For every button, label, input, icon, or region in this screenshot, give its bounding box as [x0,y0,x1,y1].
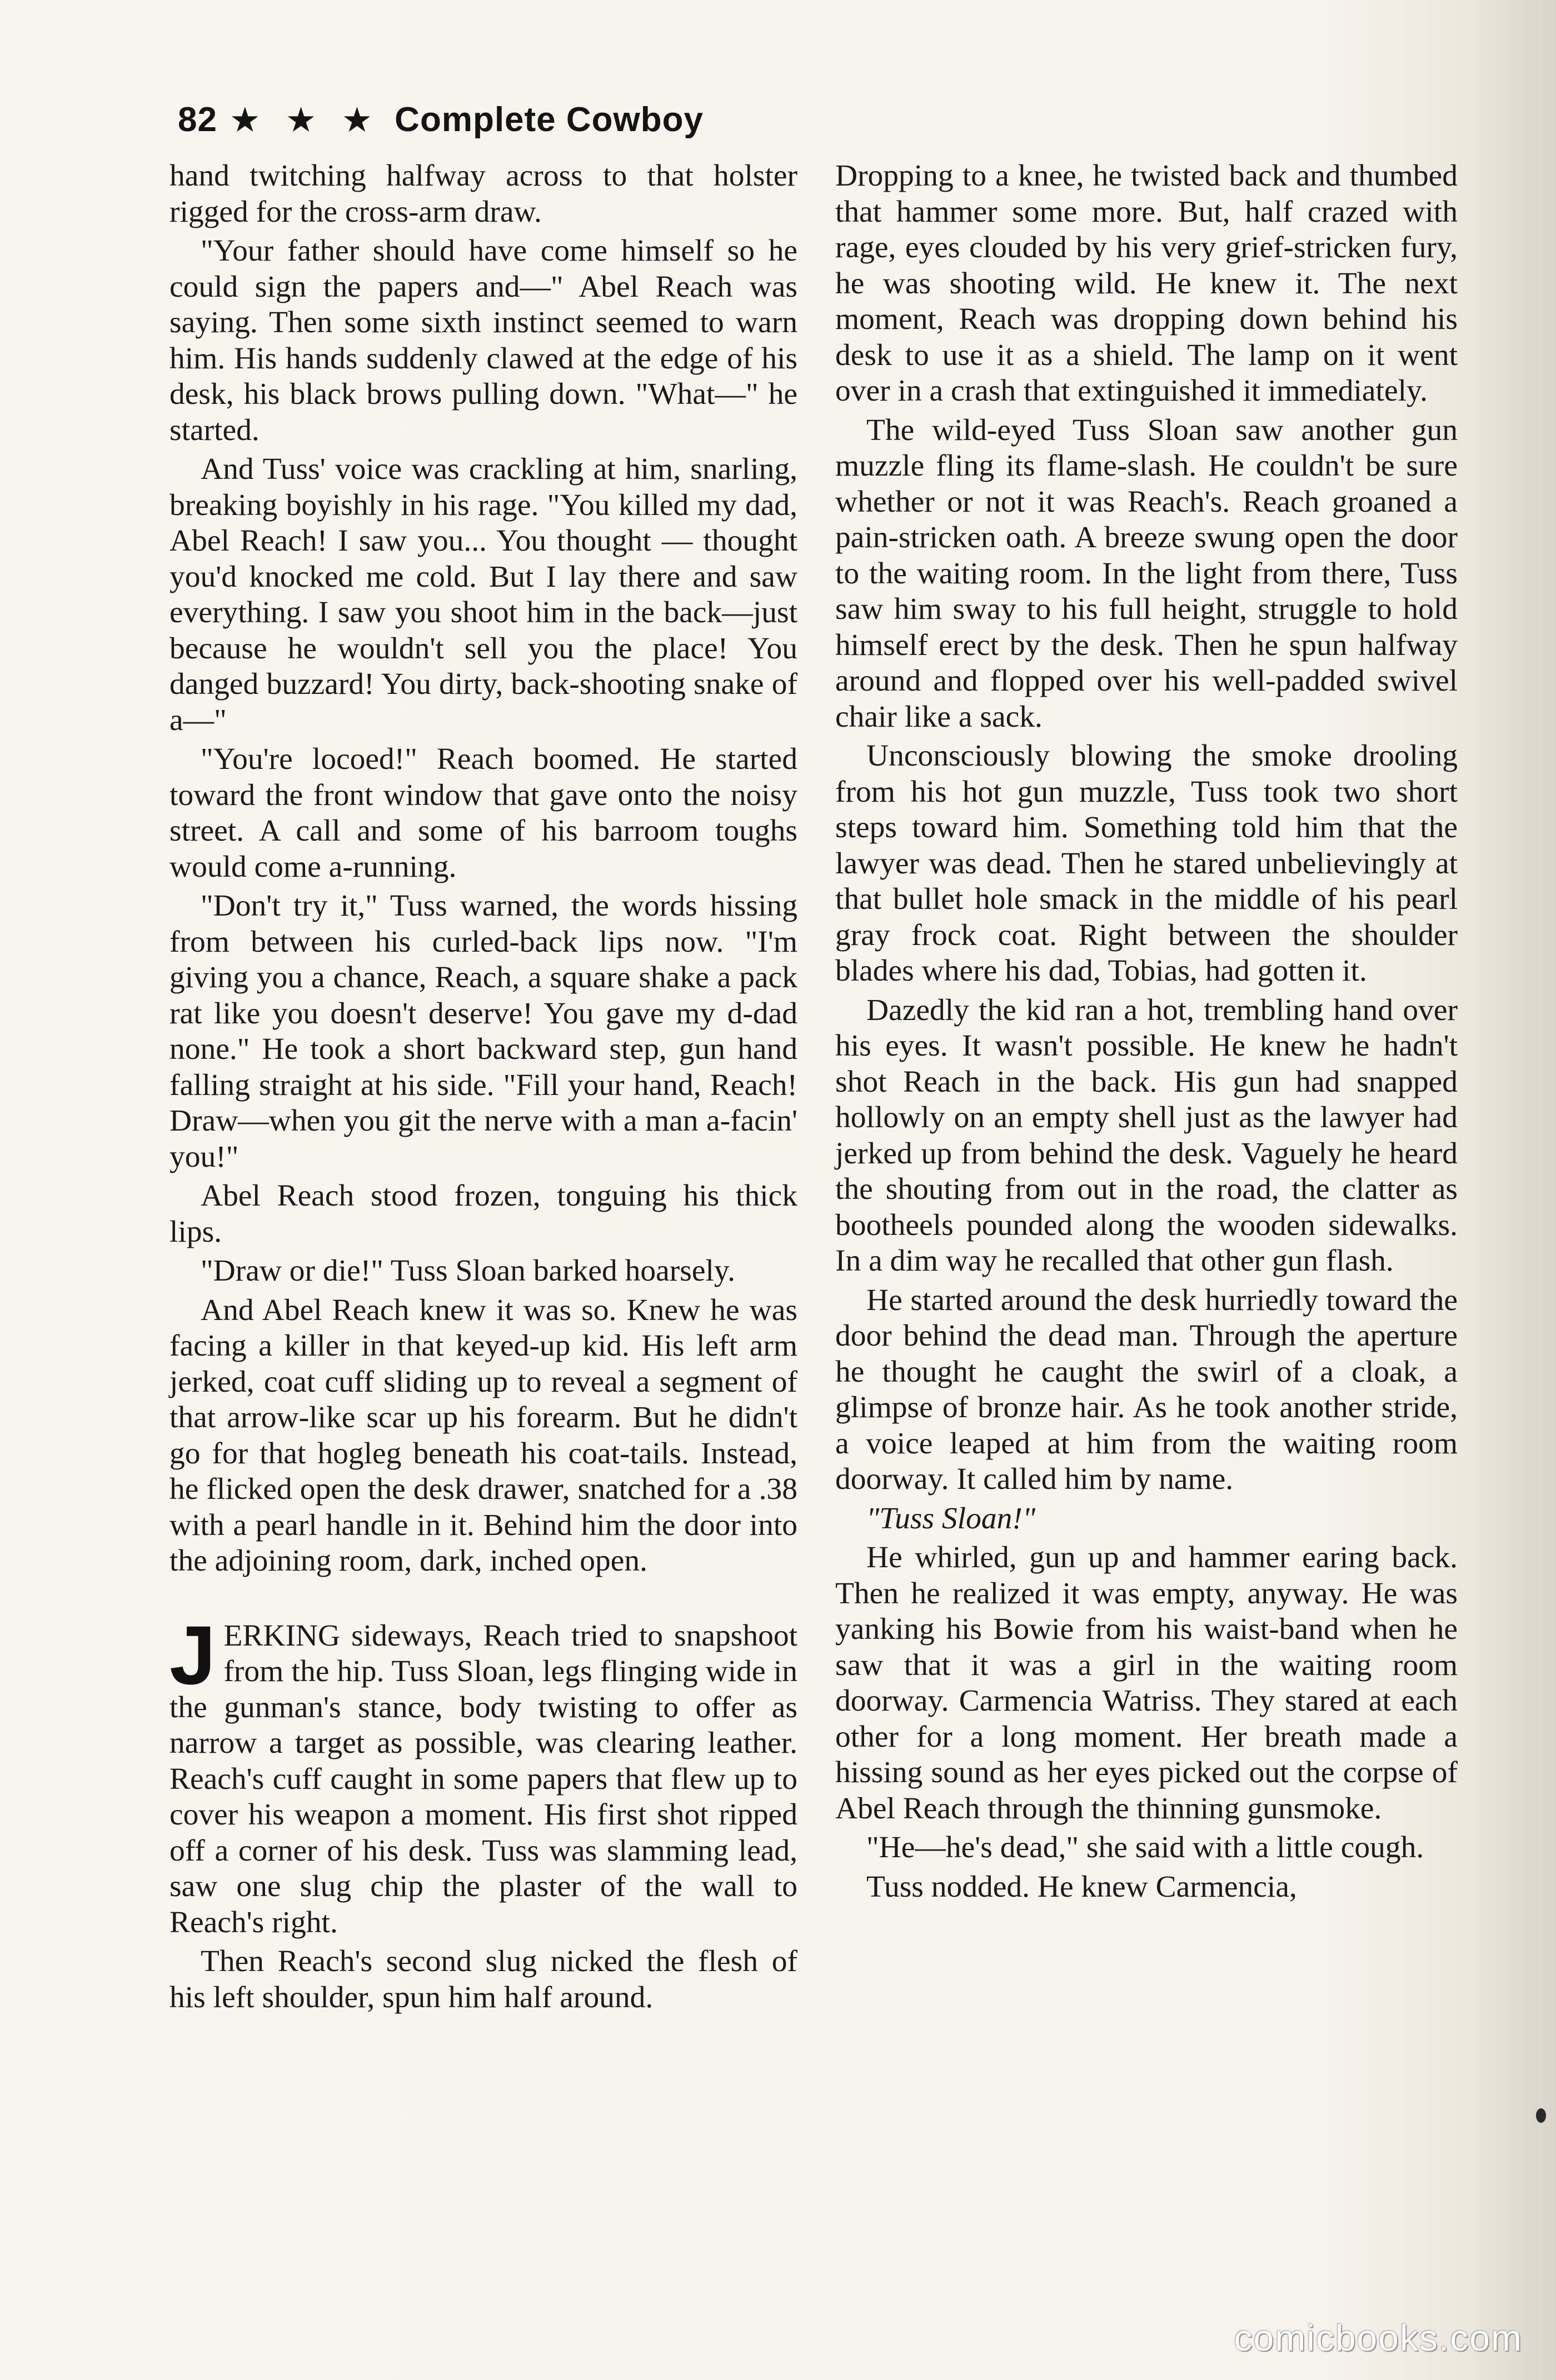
page-header [178,89,704,150]
paragraph: "Draw or die!" Tuss Sloan barked hoarsely. [201,1254,735,1288]
paragraph: "He—he's dead," she said with a little cough. [866,1831,1424,1864]
ink-speck [1536,2108,1546,2123]
paragraph: "Your father should have come himself so he could sign the papers and—" Abel Reach was saying. Then some sixth instinct seemed to warn him. His hands suddenly clawed at the edge of his desk, his black brows pulling down. "What—" he started. [169,234,797,447]
paragraph-dialogue: "Tuss Sloan!" [866,1501,1036,1536]
section-paragraph [169,1608,797,1941]
page-number: 82 [178,100,217,139]
left-column [169,158,797,2019]
drop-cap: J [169,1608,216,1702]
paragraph: hand twitching halfway across to that holster rigged for the cross-arm draw. [169,159,797,229]
star-icons: ★ ★ ★ [229,101,381,139]
paragraph: He whirled, gun up and hammer earing back. Then he realized it was empty, anyway. He was yanking his Bowie from his waist-band when he saw that it was a girl in the waiting room doorway. Carmencia Watriss. They stared at each other for a long moment. Her breath made a hissing sound as her eyes picked out the corpse of Abel Reach through the thinning gunsmoke. [835,1541,1458,1826]
paragraph: He started around the desk hurriedly toward the door behind the dead man. Through the aperture he thought he caught the swirl of a cloak, a glimpse of bronze hair. As he took another stride, a voice leaped at him from the waiting room doorway. It called him by name. [835,1283,1458,1496]
paragraph: Abel Reach stood frozen, tonguing his thick lips. [169,1179,797,1249]
paragraph: The wild-eyed Tuss Sloan saw another gun muzzle fling its flame-slash. He couldn't be sure whether or not it was Reach's. Reach groaned a pain-stricken oath. A breeze swung open the door to the waiting room. In the light from there, Tuss saw him sway to his full height, struggle to hold himself erect by the desk. Then he spun halfway around and flopped over his well-padded swivel chair like a sack. [835,413,1458,734]
paragraph: Dropping to a knee, he twisted back and thumbed that hammer some more. But, half crazed with rage, eyes clouded by his very grief-stricken fury, he was shooting wild. He knew it. The next moment, Reach was dropping down behind his desk to use it as a shield. The lamp on it went over in a crash that extinguished it immediately. [835,159,1458,408]
right-column [835,158,1458,1908]
paragraph: Then Reach's second slug nicked the flesh of his left shoulder, spun him half around. [169,1944,797,2014]
magazine-title: Complete Cowboy [395,100,704,139]
paragraph: "You're locoed!" Reach boomed. He started toward the front window that gave onto the noisy street. A call and some of his barroom toughs would come a-running. [169,742,797,884]
paragraph: And Tuss' voice was crackling at him, snarling, breaking boyishly in his rage. "You killed my dad, Abel Reach! I saw you... You thought — thought you'd knocked me cold. But I lay there and saw everything. I saw you shoot him in the back—just because he wouldn't sell you the place! You danged buzzard! You dirty, back-shooting snake of a—" [169,452,797,737]
paragraph-text: ERKING sideways, Reach tried to snapshoot from the hip. Tuss Sloan, legs flinging wide in the gunman's stance, body twisting to offer as narrow a target as possible, was clearing leather. Reach's cuff caught in some papers that flew up to cover his weapon a moment. His first shot ripped off a corner of his desk. Tuss was slamming lead, saw one slug chip the plaster of the wall to Reach's right. [169,1618,797,1939]
paragraph: Unconsciously blowing the smoke drooling from his hot gun muzzle, Tuss took two short steps toward him. Something told him that the lawyer was dead. Then he stared unbelievingly at that bullet hole smack in the middle of his pearl gray frock coat. Right between the shoulder blades where his dad, Tobias, had gotten it. [835,739,1458,988]
paragraph: "Don't try it," Tuss warned, the words hissing from between his curled-back lips now. "I'm giving you a chance, Reach, a square shake a pack rat like you doesn't deserve! You gave my d-dad none." He took a short backward step, gun hand falling straight at his side. "Fill your hand, Reach! Draw—when you git the nerve with a man a-facin' you!" [169,889,797,1174]
site-watermark: comicbooks.com [1234,2317,1523,2358]
paragraph: And Abel Reach knew it was so. Knew he was facing a killer in that keyed-up kid. His left arm jerked, coat cuff sliding up to reveal a segment of that arrow-like scar up his forearm. But he didn't go for that hogleg beneath his coat-tails. Instead, he flicked open the desk drawer, snatched for a .38 with a pearl handle in it. Behind him the door into the adjoining room, dark, inched open. [169,1293,797,1578]
paragraph: Dazedly the kid ran a hot, trembling hand over his eyes. It wasn't possible. He knew he hadn't shot Reach in the back. His gun had snapped hollowly on an empty shell just as the lawyer had jerked up from behind the desk. Vaguely he heard the shouting from out in the road, the clatter as bootheels pounded along the wooden sidewalks. In a dim way he recalled that other gun flash. [835,993,1458,1278]
paragraph: Tuss nodded. He knew Carmencia, [866,1869,1297,1904]
